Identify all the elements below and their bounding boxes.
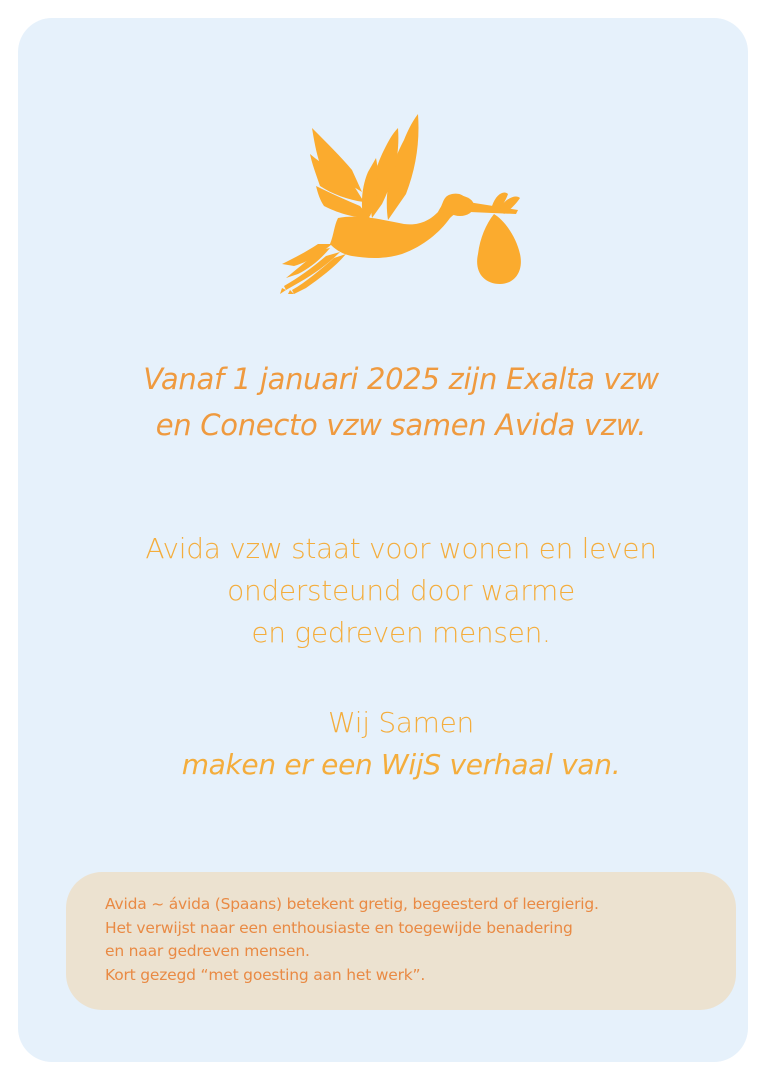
mission-statement xyxy=(78,528,724,654)
name-explanation-text xyxy=(105,893,725,987)
slogan-line-1: Wij Samen xyxy=(327,706,474,739)
stork-with-baby-bundle-icon xyxy=(280,114,522,294)
note-line-4: Kort gezegd “met goesting aan het werk”. xyxy=(105,965,426,984)
announcement-headline xyxy=(78,356,724,448)
note-line-1: Avida ~ ávida (Spaans) betekent gretig, begeesterd of leergierig. xyxy=(105,895,599,913)
headline-line-1: Vanaf 1 januari 2025 zijn Exalta vzw xyxy=(143,362,659,396)
note-line-2: Het verwijst naar een enthousiaste en toegewijde benadering xyxy=(105,918,573,937)
mission-line-3: en gedreven mensen. xyxy=(251,616,551,649)
slogan-line-2: maken er een WijS verhaal van. xyxy=(181,748,621,781)
mission-line-1: Avida vzw staat voor wonen en leven xyxy=(145,532,657,565)
announcement-card xyxy=(18,18,748,1062)
slogan xyxy=(78,702,724,786)
name-explanation-box xyxy=(66,872,736,1010)
note-line-3: en naar gedreven mensen. xyxy=(105,942,310,960)
headline-line-2: en Conecto vzw samen Avida vzw. xyxy=(155,408,647,442)
mission-line-2: ondersteund door warme xyxy=(227,574,575,607)
